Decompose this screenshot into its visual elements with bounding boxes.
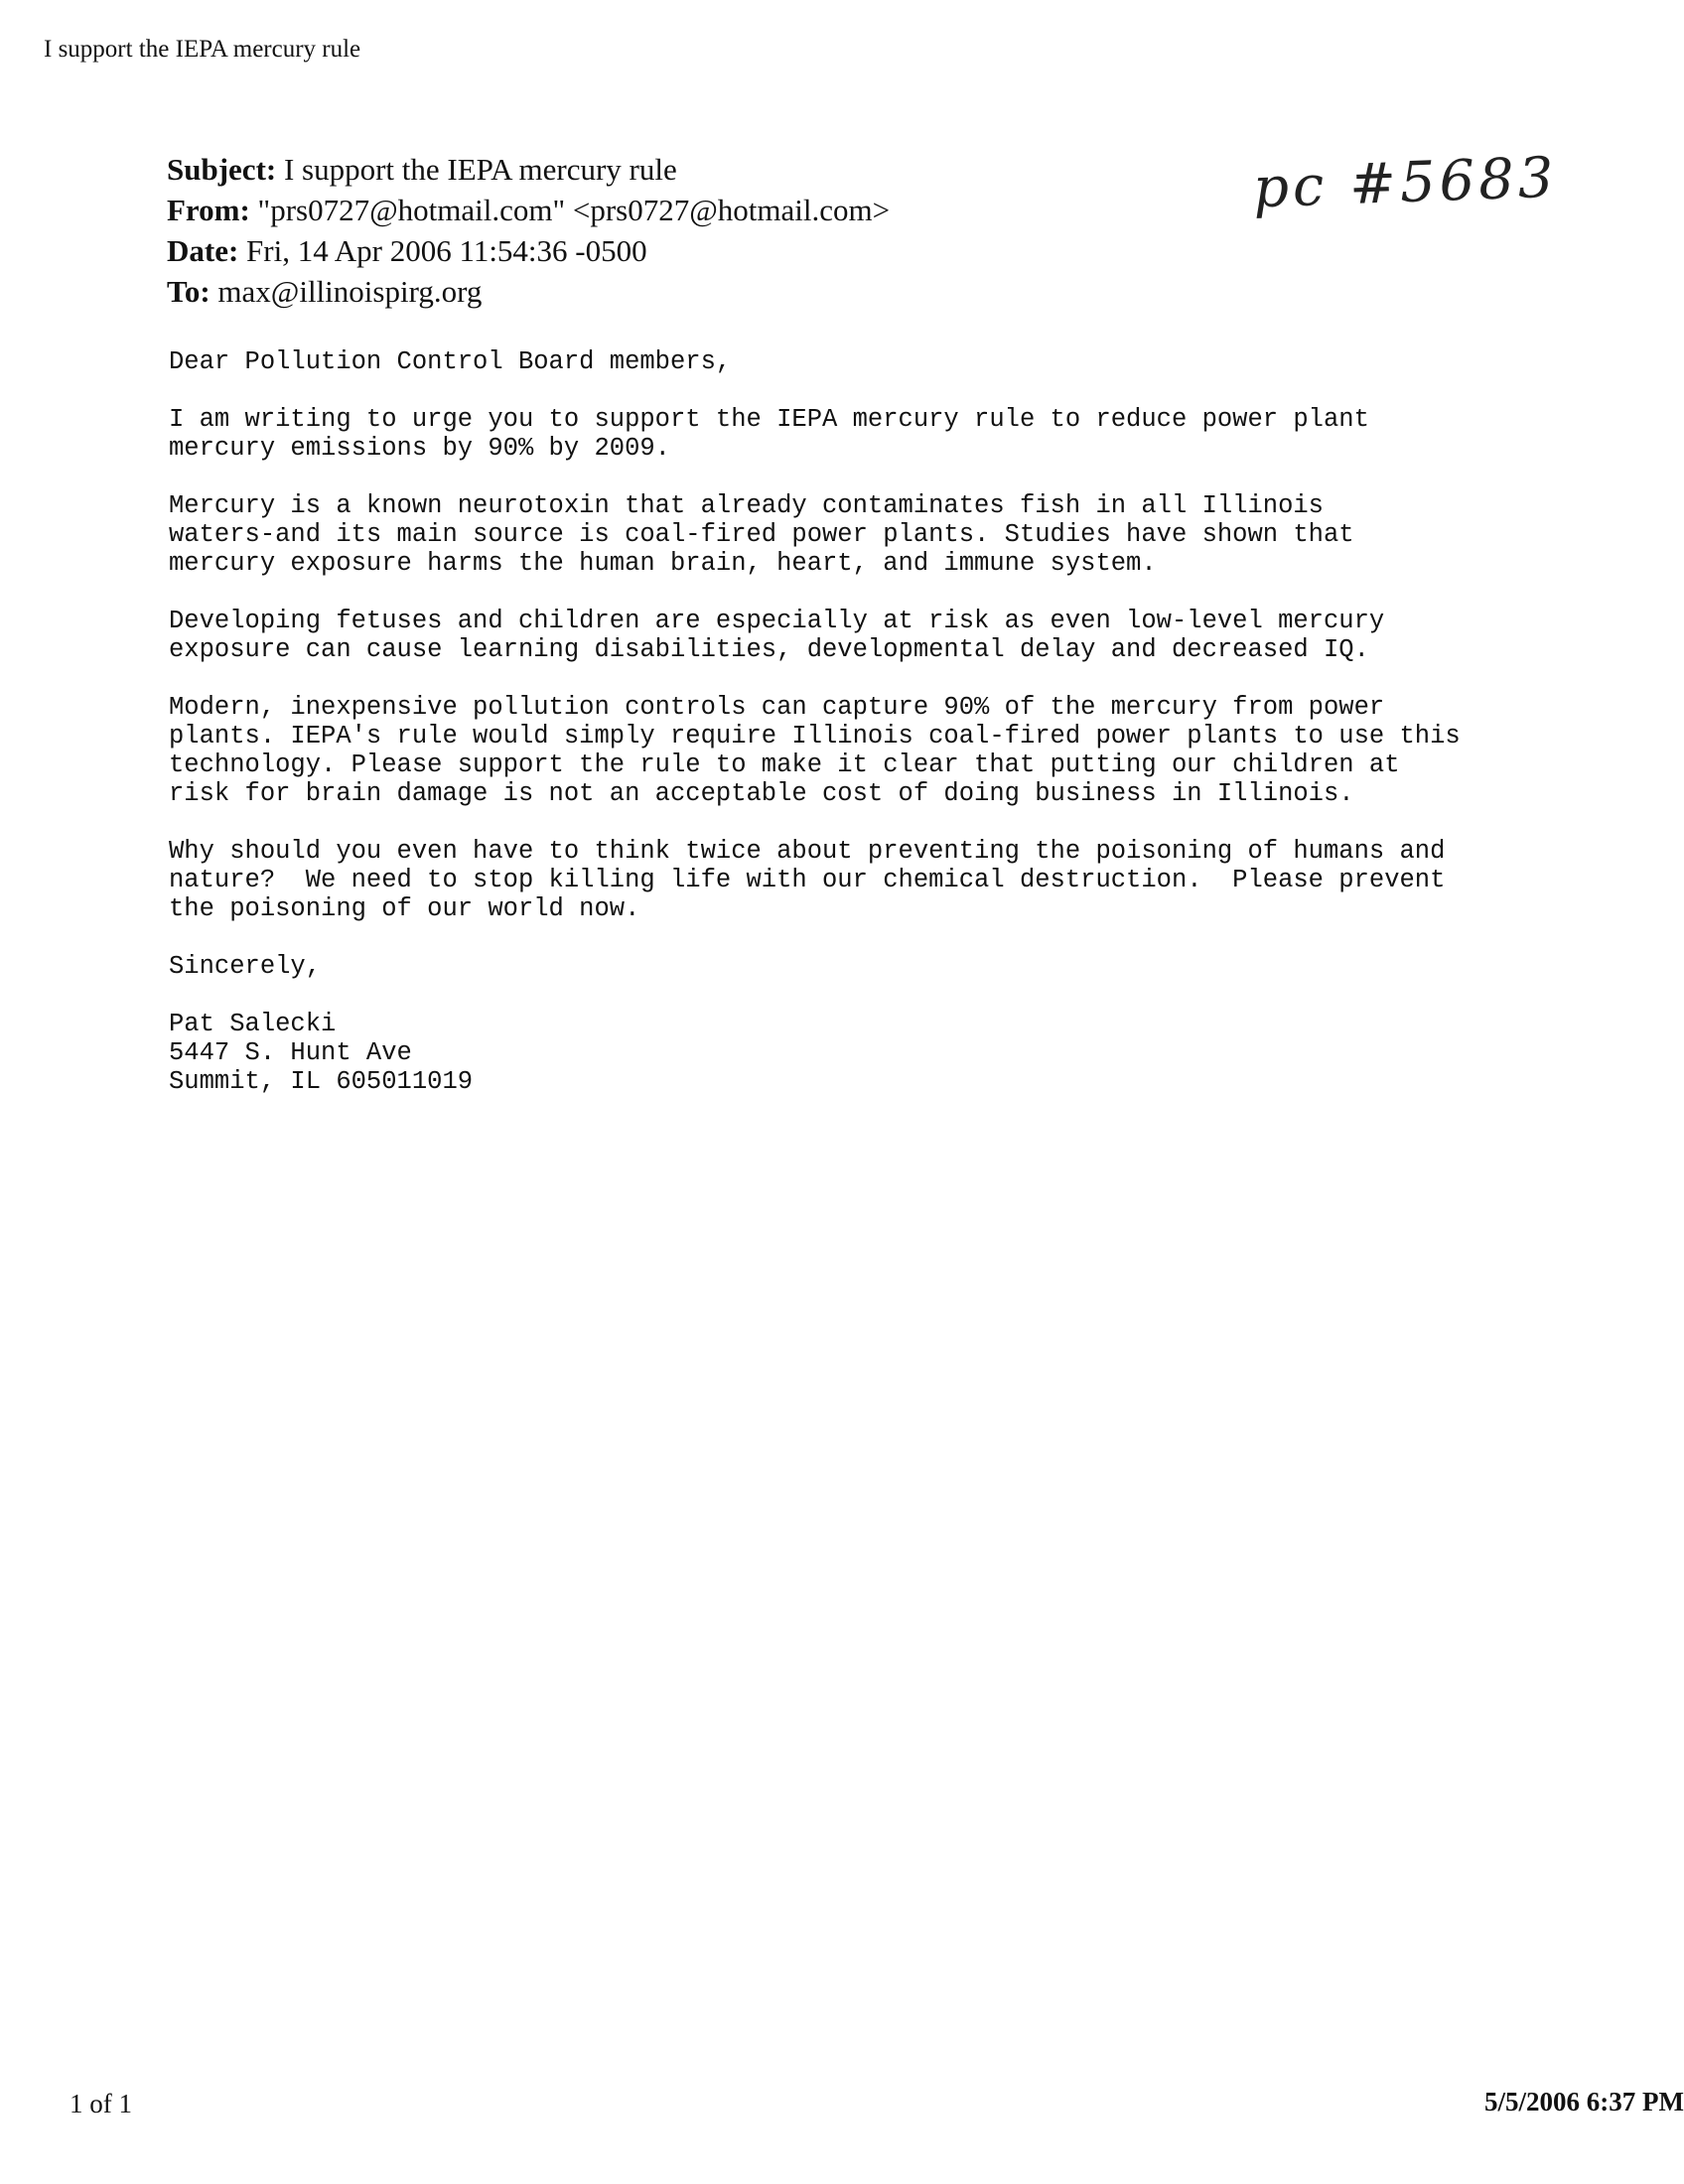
body-line: Why should you even have to think twice about preventing the poisoning of humans and — [169, 837, 1446, 866]
subject-label: Subject: — [167, 152, 277, 187]
to-label: To: — [167, 274, 210, 309]
signature-name: Pat Salecki — [169, 1010, 337, 1038]
paragraph-2 — [169, 491, 1559, 578]
from-value: "prs0727@hotmail.com" <prs0727@hotmail.com> — [249, 193, 891, 227]
email-headers — [167, 149, 890, 312]
greeting — [169, 347, 1559, 376]
print-timestamp: 5/5/2006 6:37 PM — [1484, 2087, 1684, 2116]
page-count: 1 of 1 — [70, 2089, 132, 2118]
subject-row — [167, 149, 890, 190]
body-line: I am writing to urge you to support the IEPA mercury rule to reduce power plant — [169, 405, 1369, 434]
date-label: Date: — [167, 233, 239, 268]
to-row — [167, 271, 890, 312]
from-row — [167, 190, 890, 230]
paragraph-5 — [169, 837, 1559, 923]
body-line: risk for brain damage is not an acceptable cost of doing business in Illinois. — [169, 779, 1354, 808]
page-header-title: I support the IEPA mercury rule — [44, 36, 361, 63]
body-line: mercury emissions by 90% by 2009. — [169, 434, 670, 463]
body-line: plants. IEPA's rule would simply require Illinois coal-fired power plants to use this — [169, 722, 1461, 751]
paragraph-1 — [169, 405, 1559, 463]
closing-line: Sincerely, — [169, 952, 322, 981]
signature-street: 5447 S. Hunt Ave — [169, 1038, 412, 1067]
signature-city: Summit, IL 605011019 — [169, 1067, 474, 1096]
email-body — [169, 347, 1559, 1096]
subject-value: I support the IEPA mercury rule — [276, 152, 677, 187]
body-line: waters-and its main source is coal-fired power plants. Studies have shown that — [169, 520, 1354, 549]
body-line: mercury exposure harms the human brain, heart, and immune system. — [169, 549, 1157, 578]
body-line: technology. Please support the rule to make it clear that putting our children at — [169, 751, 1400, 779]
handwritten-exhibit-number: pc #5683 — [1251, 145, 1559, 221]
signature-block — [169, 1010, 1559, 1096]
date-row — [167, 230, 890, 271]
date-value: Fri, 14 Apr 2006 11:54:36 -0500 — [238, 233, 647, 268]
body-line: exposure can cause learning disabilities, developmental delay and decreased IQ. — [169, 635, 1369, 664]
from-label: From: — [167, 193, 250, 227]
body-line: Developing fetuses and children are especially at risk as even low-level mercury — [169, 607, 1385, 635]
body-line: Modern, inexpensive pollution controls can capture 90% of the mercury from power — [169, 693, 1385, 722]
paragraph-4 — [169, 693, 1559, 808]
to-value: max@illinoispirg.org — [210, 274, 483, 309]
body-line: Mercury is a known neurotoxin that already contaminates fish in all Illinois — [169, 491, 1324, 520]
paragraph-3 — [169, 607, 1559, 664]
body-line: nature? We need to stop killing life with our chemical destruction. Please prevent — [169, 866, 1446, 894]
body-line: the poisoning of our world now. — [169, 894, 640, 923]
greeting-line: Dear Pollution Control Board members, — [169, 347, 732, 376]
closing — [169, 952, 1559, 981]
